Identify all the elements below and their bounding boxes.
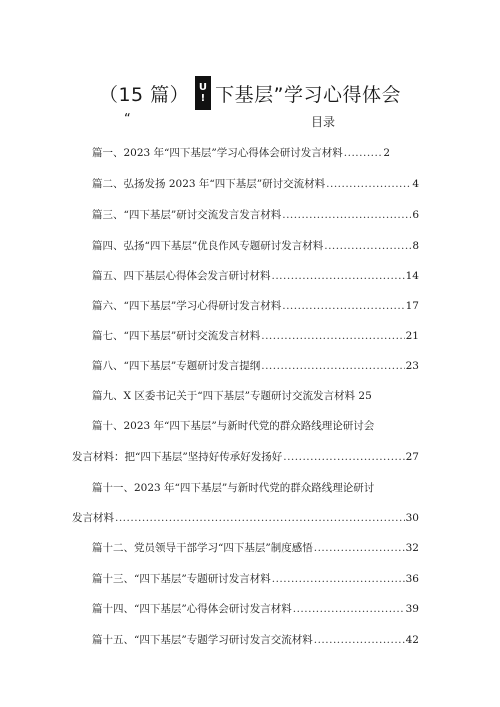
document-title [0, 76, 500, 110]
toc-page-number: 4 [412, 178, 419, 190]
leader-dots [326, 176, 411, 192]
toc-entry[interactable] [92, 207, 419, 223]
leader-dots [272, 268, 405, 284]
toc-page-number: 42 [405, 634, 419, 646]
title-prefix: （15 篇） [98, 83, 190, 106]
toc-entry-title: 篇一、2023 年“四下基层”学习心得体会研讨发言材料 [92, 147, 343, 159]
title-box-bottom: ! [200, 93, 206, 104]
leader-dots [344, 145, 383, 161]
toc-entry[interactable] [92, 418, 419, 434]
toc-entry-title: 篇十三、“四下基层”专题研讨发言材料 [92, 573, 271, 585]
toc-page-number: 17 [405, 300, 419, 312]
toc-entry[interactable] [92, 571, 419, 587]
toc-entry[interactable] [92, 145, 390, 161]
toc-page-number: 23 [405, 360, 419, 372]
toc-entry-title: 篇七、“四下基层”研讨交流发言材料 [92, 330, 261, 342]
toc-entry-title: 篇八、“四下基层”专题研讨发言提纲 [92, 360, 261, 372]
leader-dots [272, 571, 405, 587]
toc-page-number: 32 [405, 542, 419, 554]
toc-entry-title: 篇十五、“四下基层”专题学习研讨发言交流材料 [92, 634, 313, 646]
toc-entry-title: 篇四、弘扬“四下基层”优良作风专题研讨发言材料 [92, 240, 324, 252]
leader-dots [314, 632, 405, 648]
toc-entry[interactable] [92, 388, 419, 404]
leader-dots [261, 328, 404, 344]
toc-entry[interactable] [92, 601, 419, 617]
leader-dots [324, 238, 411, 254]
toc-page-number: 21 [405, 330, 419, 342]
title-main: 下基层”学习心得体会 [215, 83, 402, 106]
toc-entry[interactable] [92, 540, 419, 556]
leader-dots [282, 298, 404, 314]
toc-page-number: 6 [412, 209, 419, 221]
toc-entry-title: 发言材料 [72, 512, 114, 524]
toc-entry[interactable] [92, 268, 419, 284]
toc-entry[interactable] [92, 238, 419, 254]
toc-entry[interactable] [92, 298, 419, 314]
toc-page-number: 27 [405, 451, 419, 463]
toc-page-number: 2 [383, 147, 390, 159]
toc-entry-title: 篇九、X 区委书记关于“四下基层”专题研讨交流发言材料 25 [92, 390, 372, 402]
toc-entry-title: 篇六、“四下基层”学习心得研讨发言材料 [92, 300, 282, 312]
toc-entry-title: 篇十、2023 年“四下基层”与新时代党的群众路线理论研讨会 [92, 420, 375, 432]
toc-entry-title: 篇十一、2023 年“四下基层”与新时代党的群众路线理论研讨 [92, 482, 375, 494]
toc-page-number: 30 [405, 512, 419, 524]
leader-dots [283, 449, 404, 465]
leader-dots [115, 510, 405, 526]
toc-entry[interactable] [92, 176, 419, 192]
toc-entry-continuation[interactable] [72, 449, 419, 465]
title-box-glyph [195, 76, 211, 110]
toc-entry-title: 篇二、弘扬发扬 2023 年“四下基层”研讨交流材料 [92, 178, 326, 190]
quote-mark: “ [124, 112, 131, 127]
toc-entry-continuation[interactable] [72, 510, 419, 526]
toc-entry[interactable] [92, 632, 419, 648]
toc-entry-title: 篇三、“四下基层”研讨交流发言发言材料 [92, 209, 282, 221]
toc-entry-title: 发言材料：把“四下基层”坚持好传承好发扬好 [72, 451, 283, 463]
toc-page-number: 8 [412, 240, 419, 252]
toc-page-number: 36 [405, 573, 419, 585]
toc-entry[interactable] [92, 358, 419, 374]
toc-page-number: 39 [405, 603, 419, 615]
leader-dots [314, 540, 405, 556]
toc-entry-title: 篇十四、“四下基层”心得体会研讨发言材料 [92, 603, 292, 615]
toc-page-number: 14 [405, 270, 419, 282]
title-box-top: U [198, 82, 208, 93]
toc-entry-title: 篇十二、党员领导干部学习“四下基层”制度感悟 [92, 542, 313, 554]
toc-heading: 目录 [311, 115, 336, 129]
toc-entry[interactable] [92, 328, 419, 344]
leader-dots [261, 358, 404, 374]
toc-entry[interactable] [92, 480, 419, 496]
toc-entry-title: 篇五、四下基层心得体会发言研讨材料 [92, 270, 271, 282]
leader-dots [293, 601, 405, 617]
leader-dots [282, 207, 411, 223]
